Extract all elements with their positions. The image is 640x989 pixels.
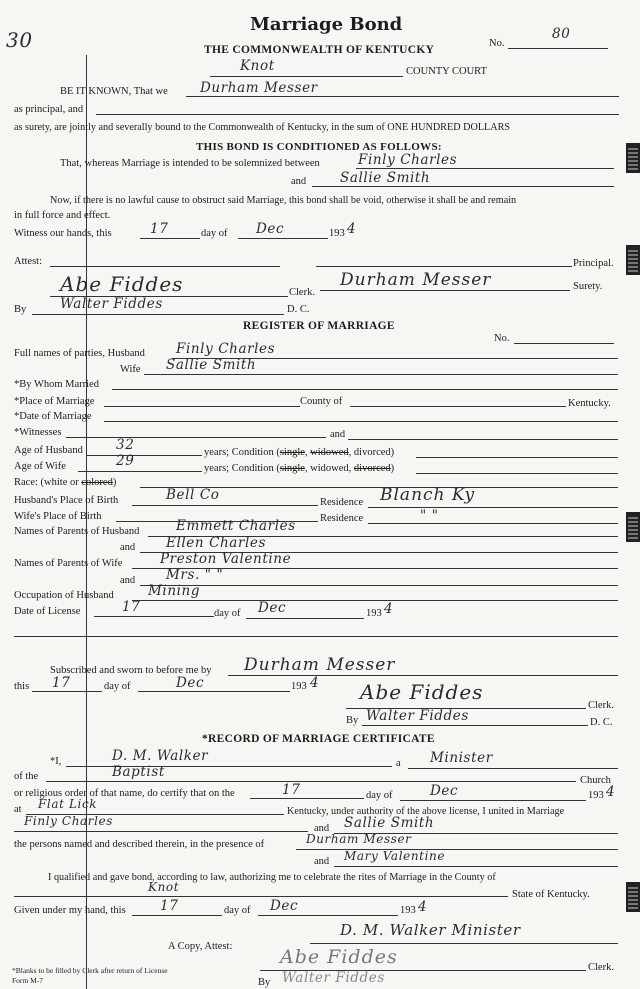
principal-name: Durham Messer — [200, 80, 318, 96]
race-label: Race: (white or colored) — [14, 477, 117, 488]
certificate-and: and — [314, 823, 330, 834]
witness-month: Dec — [256, 221, 285, 237]
wife-label: Wife — [120, 364, 141, 375]
wife-name: Sallie Smith — [166, 357, 257, 373]
register-no-label: No. — [494, 333, 510, 344]
church-label: Church — [580, 775, 611, 786]
sworn-this: this — [14, 681, 30, 692]
day-of-text: day of — [201, 228, 228, 239]
husband-condition: years; Condition (single, widowed, divorced) — [204, 447, 395, 458]
husband-residence: Blanch Ky — [380, 485, 476, 505]
footer-note: *Blanks to be filled by Clerk after return of License — [12, 966, 168, 975]
wife-residence-label: Residence — [320, 513, 364, 524]
state-label: State of Kentucky. — [512, 889, 590, 900]
sworn-deputy-signature: Walter Fiddes — [366, 708, 469, 724]
form-number: Form M-7 — [12, 976, 44, 985]
age-wife: 29 — [116, 453, 135, 469]
certificate-place: Flat Lick — [38, 797, 98, 811]
license-year-prefix: 193 — [366, 608, 382, 619]
officiant-name: D. M. Walker — [112, 748, 209, 764]
certificate-witness-one: Durham Messer — [306, 832, 412, 846]
deputy-signature: Walter Fiddes — [60, 296, 163, 312]
husband-birthplace: Bell Co — [166, 487, 220, 503]
order-text: or religious order of that name, do certify that on the — [14, 788, 235, 799]
sworn-clerk-label: Clerk. — [588, 700, 614, 711]
certificate-party-one: Finly Charles — [24, 814, 114, 828]
wife-mother: Mrs. " " — [166, 567, 224, 583]
by-label: By — [14, 304, 27, 315]
age-husband: 32 — [116, 437, 135, 453]
certificate-county: Knot — [148, 880, 180, 894]
party-one-name: Finly Charles — [358, 152, 458, 168]
persons-text: the persons named and described therein, in the presence of — [14, 839, 265, 850]
sworn-year-prefix: 193 — [291, 681, 307, 692]
kentucky-label: Kentucky. — [568, 398, 611, 409]
footer-clerk-signature: Abe Fiddes — [280, 946, 398, 968]
husband-name: Finly Charles — [176, 341, 276, 357]
certificate-heading: *RECORD OF MARRIAGE CERTIFICATE — [202, 733, 435, 745]
parents-wife-and-label: and — [120, 575, 136, 586]
certificate-of-the: of the — [14, 771, 39, 782]
witnesses-and: and — [330, 429, 346, 440]
condition-heading: THIS BOND IS CONDITIONED AS FOLLOWS: — [196, 141, 442, 153]
certificate-month: Dec — [430, 783, 459, 799]
lawful-text: Now, if there is no lawful cause to obstruct said Marriage, this bond shall be void, otherwise it shall be and remain — [50, 195, 517, 206]
residence-label: Residence — [320, 497, 364, 508]
license-year-digit: 4 — [384, 601, 394, 617]
occupation: Mining — [148, 583, 201, 599]
bond-number-label: No. — [489, 38, 505, 49]
wife-residence: " " — [420, 508, 439, 524]
date-label: *Date of Marriage — [14, 411, 92, 422]
party-two-name: Sallie Smith — [340, 170, 431, 186]
given-month: Dec — [270, 898, 299, 914]
surety-label: Surety. — [573, 281, 603, 292]
certificate-year-digit: 4 — [606, 784, 616, 800]
footer-deputy-signature: Walter Fiddes — [282, 970, 385, 986]
page-edge-tab — [626, 143, 640, 173]
attest-label: Attest: — [14, 256, 42, 267]
husband-label: Full names of parties, Husband — [14, 348, 145, 359]
sworn-name: Durham Messer — [244, 655, 396, 675]
wife-father: Preston Valentine — [160, 551, 292, 567]
witness-day: 17 — [150, 221, 169, 237]
minister-signature: D. M. Walker Minister — [340, 921, 521, 939]
occupation-label: Occupation of Husband — [14, 590, 114, 601]
sworn-day: 17 — [52, 675, 71, 691]
county-name: Knot — [240, 58, 275, 74]
husband-mother: Ellen Charles — [166, 535, 267, 551]
footer-by-label: By — [258, 977, 271, 988]
license-date-label: Date of License — [14, 606, 81, 617]
church-name: Baptist — [112, 764, 165, 780]
surety-signature: Durham Messer — [340, 270, 492, 290]
document-title: Marriage Bond — [250, 14, 403, 35]
county-of-label: County of — [300, 396, 343, 407]
sworn-year-digit: 4 — [310, 675, 320, 691]
copy-attest-label: A Copy, Attest: — [168, 941, 233, 952]
age-husband-label: Age of Husband — [14, 445, 83, 456]
year-prefix: 193 — [329, 228, 345, 239]
certificate-day: 17 — [282, 782, 301, 798]
principal-label: Principal. — [573, 258, 614, 269]
wife-birth-label: Wife's Place of Birth — [14, 511, 102, 522]
kentucky-authority-text: Kentucky, under authority of the above license, I united in Marriage — [287, 806, 565, 817]
given-year-digit: 4 — [418, 899, 428, 915]
register-heading: REGISTER OF MARRIAGE — [243, 320, 395, 332]
officiant-role: Minister — [430, 750, 493, 766]
certificate-at: at — [14, 804, 22, 815]
commonwealth-heading: THE COMMONWEALTH OF KENTUCKY — [204, 44, 435, 56]
certificate-a: a — [396, 758, 401, 769]
license-day: 17 — [122, 599, 141, 615]
sworn-month: Dec — [176, 675, 205, 691]
footer-clerk-label: Clerk. — [588, 962, 614, 973]
corner-number: 30 — [6, 28, 33, 52]
witnesses-label: *Witnesses — [14, 427, 62, 438]
given-text: Given under my hand, this — [14, 905, 126, 916]
page-edge-tab — [626, 512, 640, 542]
page-edge-tab — [626, 882, 640, 912]
be-it-known-text: BE IT KNOWN, That we — [60, 86, 168, 97]
qualified-text: I qualified and gave bond, according to law, authorizing me to celebrate the rites of Marriage in the County of — [48, 872, 496, 883]
parents-husband-label: Names of Parents of Husband — [14, 526, 140, 537]
sworn-by-label: By — [346, 715, 359, 726]
subscribed-text: Subscribed and sworn to before me by — [50, 665, 212, 676]
dc-label: D. C. — [287, 304, 310, 315]
license-day-of: day of — [214, 608, 241, 619]
parents-wife-label: Names of Parents of Wife — [14, 558, 123, 569]
certificate-party-two: Sallie Smith — [344, 815, 435, 831]
certificate-witness-and: and — [314, 856, 330, 867]
page-edge-tab — [626, 245, 640, 275]
husband-birth-label: Husband's Place of Birth — [14, 495, 119, 506]
whereas-text: That, whereas Marriage is intended to be solemnized between — [60, 158, 320, 169]
sworn-dc-label: D. C. — [590, 717, 613, 728]
full-force-text: in full force and effect. — [14, 210, 111, 221]
certificate-i: *I, — [50, 756, 62, 767]
certificate-day-of: day of — [366, 790, 393, 801]
sworn-day-of: day of — [104, 681, 131, 692]
place-label: *Place of Marriage — [14, 396, 95, 407]
county-court-label: COUNTY COURT — [406, 66, 487, 77]
and-text: and — [291, 176, 307, 187]
age-wife-label: Age of Wife — [14, 461, 66, 472]
certificate-witness-two: Mary Valentine — [344, 849, 446, 863]
clerk-label: Clerk. — [289, 287, 315, 298]
by-whom-label: *By Whom Married — [14, 379, 99, 390]
given-year-prefix: 193 — [400, 905, 416, 916]
given-day: 17 — [160, 898, 179, 914]
bond-number: 80 — [552, 26, 571, 42]
sworn-clerk-signature: Abe Fiddes — [360, 680, 484, 704]
parents-and-label: and — [120, 542, 136, 553]
as-principal-text: as principal, and — [14, 104, 84, 115]
license-month: Dec — [258, 600, 287, 616]
wife-condition: years; Condition (single, widowed, divorced) — [204, 463, 395, 474]
certificate-year-prefix: 193 — [588, 790, 604, 801]
witness-label: Witness our hands, this — [14, 228, 112, 239]
surety-text: as surety, are jointly and severally bound to the Commonwealth of Kentucky, in the sum of ONE HUNDRED DOLLARS — [14, 122, 511, 133]
attest-signature: Abe Fiddes — [60, 272, 184, 296]
witness-year-digit: 4 — [347, 221, 357, 237]
given-day-of: day of — [224, 905, 251, 916]
husband-father: Emmett Charles — [176, 518, 296, 534]
